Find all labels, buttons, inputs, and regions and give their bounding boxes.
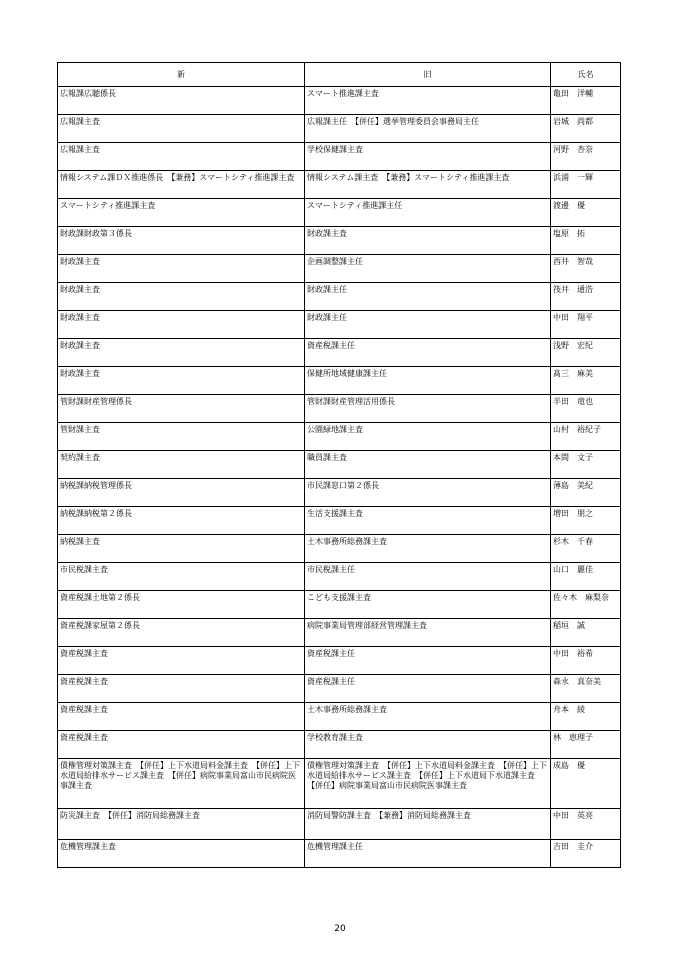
old-position-cell: 保健所地域健康課主任	[305, 367, 551, 395]
table-row	[58, 647, 621, 675]
new-position-cell: 資産税課主査	[58, 703, 305, 731]
old-position-cell: 危機管理課主任	[305, 840, 551, 868]
table-row	[58, 255, 621, 283]
name-cell: 筏井 通浩	[551, 283, 621, 311]
name-cell: 岩城 尚都	[551, 115, 621, 143]
name-cell: 浜浦 一輝	[551, 171, 621, 199]
new-position-cell: 財政課主査	[58, 283, 305, 311]
old-position-cell: 資産税課主任	[305, 339, 551, 367]
old-position-cell: 市民課窓口第２係長	[305, 479, 551, 507]
table-body	[58, 87, 621, 868]
old-position-cell: 財政課主任	[305, 311, 551, 339]
name-cell: 林 恵理子	[551, 731, 621, 759]
old-position-cell: 資産税課主任	[305, 647, 551, 675]
old-position-cell: 債権管理対策課主査 【併任】上下水道局料金課主査 【併任】上下水道局給排水サービス課主査 【併任】上下水道局下水道課主査 【併任】病院事業局富山市民病院医事課主査	[305, 759, 551, 809]
table-row	[58, 339, 621, 367]
new-position-cell: 資産税課主査	[58, 647, 305, 675]
table-row	[58, 395, 621, 423]
table-row	[58, 87, 621, 115]
new-position-cell: 管財課主査	[58, 423, 305, 451]
old-position-cell: 職員課主査	[305, 451, 551, 479]
page-number: 20	[334, 924, 346, 934]
old-position-cell: 広報課主任 【併任】選挙管理委員会事務局主任	[305, 115, 551, 143]
new-position-cell: 契約課主査	[58, 451, 305, 479]
old-position-cell: 財政課主任	[305, 283, 551, 311]
name-cell: 渡邊 優	[551, 199, 621, 227]
old-position-cell: 学校教育課主査	[305, 731, 551, 759]
name-cell: 半田 竜也	[551, 395, 621, 423]
name-cell: 亀田 洋輔	[551, 87, 621, 115]
table-row	[58, 143, 621, 171]
old-position-cell: 財政課主査	[305, 227, 551, 255]
new-position-cell: 広報課主査	[58, 143, 305, 171]
old-position-cell: 土木事務所総務課主査	[305, 535, 551, 563]
table-row	[58, 227, 621, 255]
name-cell: 浅野 宏紀	[551, 339, 621, 367]
new-position-cell: 市民税課主査	[58, 563, 305, 591]
table-row	[58, 563, 621, 591]
table-row	[58, 283, 621, 311]
name-cell: 西井 智哉	[551, 255, 621, 283]
new-position-cell: 資産税課家屋第２係長	[58, 619, 305, 647]
header-old: 旧	[305, 63, 551, 87]
table-row	[58, 535, 621, 563]
old-position-cell: 学校保健課主査	[305, 143, 551, 171]
table-row	[58, 115, 621, 143]
new-position-cell: 広報課主査	[58, 115, 305, 143]
new-position-cell: 広報課広聴係長	[58, 87, 305, 115]
name-cell: 塩原 拓	[551, 227, 621, 255]
name-cell: 中田 翔平	[551, 311, 621, 339]
new-position-cell: 納税課納税第２係長	[58, 507, 305, 535]
table-row	[58, 367, 621, 395]
old-position-cell: こども支援課主査	[305, 591, 551, 619]
old-position-cell: 土木事務所総務課主査	[305, 703, 551, 731]
old-position-cell: 消防局警防課主査 【兼務】消防局総務課主査	[305, 809, 551, 840]
new-position-cell: 財政課主査	[58, 367, 305, 395]
old-position-cell: スマートシティ推進課主任	[305, 199, 551, 227]
name-cell: 山口 麗佳	[551, 563, 621, 591]
name-cell: 中田 英亮	[551, 809, 621, 840]
new-position-cell: 資産税課土地第２係長	[58, 591, 305, 619]
old-position-cell: 病院事業局管理部経営管理課主査	[305, 619, 551, 647]
new-position-cell: 財政課主査	[58, 255, 305, 283]
name-cell: 稲垣 誠	[551, 619, 621, 647]
table-row	[58, 507, 621, 535]
new-position-cell: 債権管理対策課主査 【併任】上下水道局料金課主査 【併任】上下水道局給排水サービス課主査 【併任】病院事業局富山市民病院医事課主査	[58, 759, 305, 809]
table-row	[58, 809, 621, 840]
table-row	[58, 311, 621, 339]
table-row	[58, 591, 621, 619]
name-cell: 増田 朋之	[551, 507, 621, 535]
header-name: 氏名	[551, 63, 621, 87]
name-cell: 本間 文子	[551, 451, 621, 479]
new-position-cell: 財政課財政第３係長	[58, 227, 305, 255]
old-position-cell: 市民税課主任	[305, 563, 551, 591]
new-position-cell: 納税課主査	[58, 535, 305, 563]
old-position-cell: 管財課財産管理活用係長	[305, 395, 551, 423]
table-row	[58, 840, 621, 868]
name-cell: 河野 杏奈	[551, 143, 621, 171]
table-row	[58, 171, 621, 199]
new-position-cell: 情報システム課ＤＸ推進係長 【兼務】スマートシティ推進課主査	[58, 171, 305, 199]
name-cell: 山村 裕紀子	[551, 423, 621, 451]
name-cell: 成島 優	[551, 759, 621, 809]
table-row	[58, 451, 621, 479]
new-position-cell: 資産税課主査	[58, 675, 305, 703]
name-cell: 森永 真奈美	[551, 675, 621, 703]
table-header-row	[58, 63, 621, 87]
name-cell: 髙三 麻美	[551, 367, 621, 395]
new-position-cell: 防災課主査 【併任】消防局総務課主査	[58, 809, 305, 840]
old-position-cell: 資産税課主任	[305, 675, 551, 703]
old-position-cell: 公園緑地課主査	[305, 423, 551, 451]
new-position-cell: 財政課主査	[58, 339, 305, 367]
table-row	[58, 479, 621, 507]
name-cell: 舟本 綾	[551, 703, 621, 731]
name-cell: 佐々木 麻梨奈	[551, 591, 621, 619]
old-position-cell: 情報システム課主査 【兼務】スマートシティ推進課主査	[305, 171, 551, 199]
new-position-cell: 管財課財産管理係長	[58, 395, 305, 423]
header-new: 新	[58, 63, 305, 87]
name-cell: 吉田 圭介	[551, 840, 621, 868]
name-cell: 杉木 千春	[551, 535, 621, 563]
table-row	[58, 675, 621, 703]
old-position-cell: 企画調整課主任	[305, 255, 551, 283]
table-row	[58, 199, 621, 227]
table-row	[58, 703, 621, 731]
new-position-cell: 財政課主査	[58, 311, 305, 339]
new-position-cell: 資産税課主査	[58, 731, 305, 759]
new-position-cell: スマートシティ推進課主査	[58, 199, 305, 227]
table-row	[58, 759, 621, 809]
name-cell: 薄島 美紀	[551, 479, 621, 507]
new-position-cell: 危機管理課主査	[58, 840, 305, 868]
name-cell: 中田 裕希	[551, 647, 621, 675]
table-row	[58, 731, 621, 759]
old-position-cell: 生活支援課主査	[305, 507, 551, 535]
table-row	[58, 423, 621, 451]
table-row	[58, 619, 621, 647]
personnel-table	[57, 62, 621, 868]
new-position-cell: 納税課納税管理係長	[58, 479, 305, 507]
old-position-cell: スマート推進課主査	[305, 87, 551, 115]
